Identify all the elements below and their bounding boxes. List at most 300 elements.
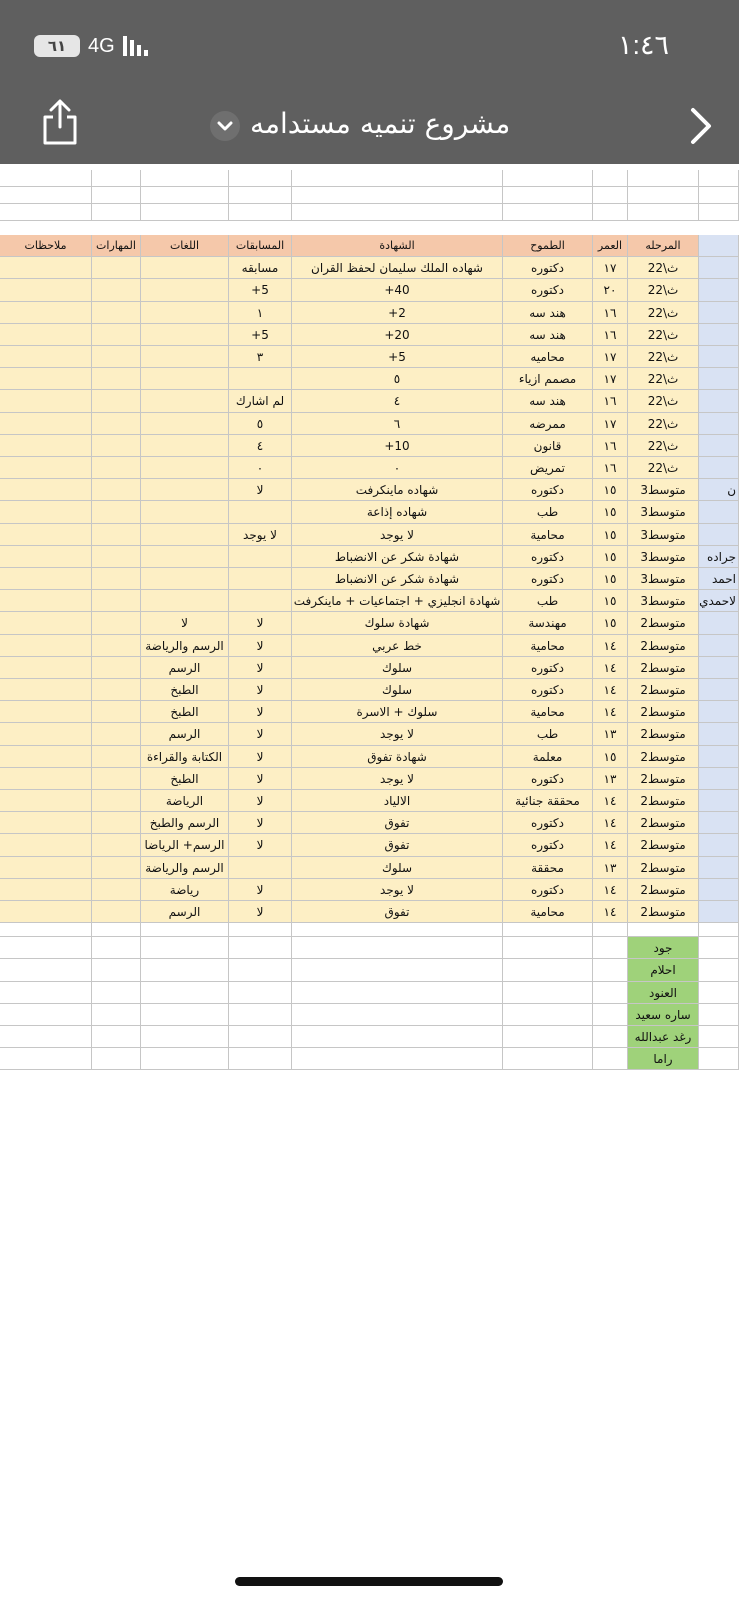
table-cell[interactable]: 5+ [229, 279, 292, 301]
table-cell[interactable]: متوسط2 [628, 790, 699, 812]
table-cell[interactable] [229, 590, 292, 612]
title-menu-button[interactable] [210, 111, 240, 141]
name-cell[interactable] [699, 279, 739, 301]
table-cell[interactable]: 5+ [292, 346, 503, 368]
table-cell[interactable] [0, 302, 92, 324]
table-cell[interactable] [92, 723, 141, 745]
table-cell[interactable]: ممرضه [503, 413, 593, 435]
table-cell[interactable]: لا [229, 746, 292, 768]
table-cell[interactable] [141, 590, 229, 612]
table-cell[interactable]: ١٤ [593, 635, 628, 657]
table-cell[interactable] [0, 524, 92, 546]
empty-cell[interactable] [628, 923, 699, 937]
table-cell[interactable]: ٥ [229, 413, 292, 435]
column-header[interactable]: المرحله [628, 235, 699, 257]
column-header[interactable]: الشهادة [292, 235, 503, 257]
empty-cell[interactable] [503, 1048, 593, 1070]
empty-cell[interactable] [699, 982, 739, 1004]
table-cell[interactable]: ١٧ [593, 346, 628, 368]
table-cell[interactable]: متوسط3 [628, 524, 699, 546]
empty-cell[interactable] [292, 1048, 503, 1070]
table-cell[interactable] [92, 479, 141, 501]
table-cell[interactable] [92, 834, 141, 856]
table-cell[interactable]: ١ [229, 302, 292, 324]
table-cell[interactable] [141, 568, 229, 590]
table-cell[interactable]: ١٥ [593, 479, 628, 501]
name-cell[interactable] [699, 901, 739, 923]
table-cell[interactable]: لا يوجد [292, 524, 503, 546]
empty-cell[interactable] [0, 937, 92, 959]
table-cell[interactable] [141, 279, 229, 301]
name-cell[interactable] [699, 879, 739, 901]
table-cell[interactable]: شهادة شكر عن الانضباط [292, 568, 503, 590]
table-cell[interactable] [141, 390, 229, 412]
table-cell[interactable]: ث\22 [628, 302, 699, 324]
name-cell[interactable] [699, 324, 739, 346]
table-cell[interactable]: ٦ [292, 413, 503, 435]
empty-cell[interactable] [503, 937, 593, 959]
empty-cell[interactable] [503, 1026, 593, 1048]
empty-cell[interactable] [141, 1004, 229, 1026]
table-cell[interactable] [92, 901, 141, 923]
empty-cell[interactable] [141, 187, 229, 204]
table-cell[interactable]: الرسم [141, 901, 229, 923]
share-icon[interactable] [40, 99, 80, 145]
empty-cell[interactable] [229, 982, 292, 1004]
empty-cell[interactable] [593, 923, 628, 937]
table-cell[interactable] [92, 501, 141, 523]
table-cell[interactable]: ٤ [292, 390, 503, 412]
table-cell[interactable] [92, 568, 141, 590]
name-cell[interactable] [699, 746, 739, 768]
table-cell[interactable]: سلوك [292, 857, 503, 879]
name-cell[interactable] [699, 524, 739, 546]
table-cell[interactable] [92, 413, 141, 435]
table-cell[interactable]: ث\22 [628, 279, 699, 301]
table-cell[interactable] [0, 612, 92, 634]
empty-cell[interactable] [699, 204, 739, 221]
empty-cell[interactable] [141, 170, 229, 187]
table-cell[interactable]: لا [229, 723, 292, 745]
name-cell[interactable]: ن [699, 479, 739, 501]
chevron-right-icon[interactable] [689, 106, 713, 146]
table-cell[interactable]: دكتوره [503, 279, 593, 301]
table-cell[interactable]: لا [229, 901, 292, 923]
name-cell[interactable] [699, 857, 739, 879]
table-cell[interactable] [141, 257, 229, 279]
table-cell[interactable]: متوسط2 [628, 834, 699, 856]
name-cell[interactable]: جود [628, 937, 699, 959]
table-cell[interactable] [229, 546, 292, 568]
name-cell[interactable] [699, 457, 739, 479]
table-cell[interactable]: دكتوره [503, 812, 593, 834]
table-cell[interactable]: ١٦ [593, 390, 628, 412]
empty-cell[interactable] [229, 1004, 292, 1026]
table-cell[interactable] [92, 524, 141, 546]
table-cell[interactable]: ٤ [229, 435, 292, 457]
table-cell[interactable]: ث\22 [628, 435, 699, 457]
table-cell[interactable]: محامية [503, 701, 593, 723]
empty-cell[interactable] [141, 923, 229, 937]
table-cell[interactable]: شهادة تفوق [292, 746, 503, 768]
table-cell[interactable] [92, 590, 141, 612]
table-cell[interactable]: دكتوره [503, 679, 593, 701]
name-cell[interactable] [699, 257, 739, 279]
name-cell[interactable] [699, 635, 739, 657]
empty-cell[interactable] [92, 1026, 141, 1048]
name-cell[interactable] [699, 701, 739, 723]
table-cell[interactable]: مصمم ازياء [503, 368, 593, 390]
table-cell[interactable]: دكتوره [503, 657, 593, 679]
name-cell[interactable] [699, 812, 739, 834]
table-cell[interactable] [92, 679, 141, 701]
table-cell[interactable] [0, 701, 92, 723]
table-cell[interactable]: لا [229, 768, 292, 790]
name-cell[interactable] [699, 368, 739, 390]
empty-cell[interactable] [628, 187, 699, 204]
table-cell[interactable] [141, 546, 229, 568]
table-cell[interactable] [141, 302, 229, 324]
spreadsheet-grid[interactable] [0, 164, 739, 1084]
column-header[interactable]: المسابقات [229, 235, 292, 257]
empty-cell[interactable] [292, 1004, 503, 1026]
table-cell[interactable]: ١٣ [593, 768, 628, 790]
name-cell[interactable]: راما [628, 1048, 699, 1070]
table-cell[interactable] [92, 279, 141, 301]
name-cell[interactable]: احمد [699, 568, 739, 590]
empty-cell[interactable] [0, 959, 92, 981]
table-cell[interactable] [0, 901, 92, 923]
table-cell[interactable]: متوسط2 [628, 768, 699, 790]
table-cell[interactable]: متوسط2 [628, 879, 699, 901]
empty-cell[interactable] [699, 170, 739, 187]
table-cell[interactable]: شهاده إذاعة [292, 501, 503, 523]
table-cell[interactable]: شهادة انجليزي + اجتماعيات + ماينكرفت [292, 590, 503, 612]
table-cell[interactable] [92, 635, 141, 657]
empty-cell[interactable] [141, 959, 229, 981]
table-cell[interactable] [92, 302, 141, 324]
empty-cell[interactable] [92, 982, 141, 1004]
table-cell[interactable]: ث\22 [628, 346, 699, 368]
empty-cell[interactable] [229, 959, 292, 981]
name-cell[interactable] [699, 790, 739, 812]
table-cell[interactable]: ١٦ [593, 324, 628, 346]
table-cell[interactable]: الالياد [292, 790, 503, 812]
empty-cell[interactable] [593, 204, 628, 221]
name-cell[interactable] [699, 657, 739, 679]
table-cell[interactable]: ث\22 [628, 257, 699, 279]
table-cell[interactable]: ١٥ [593, 501, 628, 523]
table-cell[interactable]: ١٥ [593, 524, 628, 546]
table-cell[interactable]: طب [503, 723, 593, 745]
table-cell[interactable]: متوسط3 [628, 501, 699, 523]
table-cell[interactable] [92, 701, 141, 723]
table-cell[interactable]: ١٤ [593, 657, 628, 679]
table-cell[interactable]: شهاده ماينكرفت [292, 479, 503, 501]
empty-cell[interactable] [229, 937, 292, 959]
table-cell[interactable]: تفوق [292, 901, 503, 923]
empty-cell[interactable] [593, 187, 628, 204]
name-cell[interactable] [699, 435, 739, 457]
empty-cell[interactable] [593, 959, 628, 981]
empty-cell[interactable] [92, 937, 141, 959]
empty-cell[interactable] [141, 1048, 229, 1070]
table-cell[interactable] [92, 368, 141, 390]
empty-cell[interactable] [0, 204, 92, 221]
table-cell[interactable] [0, 834, 92, 856]
table-cell[interactable]: ٠ [229, 457, 292, 479]
table-cell[interactable] [0, 768, 92, 790]
empty-cell[interactable] [0, 187, 92, 204]
empty-cell[interactable] [292, 937, 503, 959]
table-cell[interactable]: شهادة شكر عن الانضباط [292, 546, 503, 568]
table-cell[interactable]: شهاده الملك سليمان لحفظ القران [292, 257, 503, 279]
table-cell[interactable]: متوسط2 [628, 612, 699, 634]
table-cell[interactable]: ١٦ [593, 435, 628, 457]
table-cell[interactable]: ٢٠ [593, 279, 628, 301]
table-cell[interactable] [92, 324, 141, 346]
table-cell[interactable]: متوسط2 [628, 657, 699, 679]
table-cell[interactable] [0, 812, 92, 834]
table-cell[interactable]: ١٥ [593, 568, 628, 590]
column-header[interactable]: ملاحظات [0, 235, 92, 257]
empty-cell[interactable] [292, 204, 503, 221]
empty-cell[interactable] [699, 937, 739, 959]
table-cell[interactable]: دكتوره [503, 768, 593, 790]
table-cell[interactable] [92, 857, 141, 879]
table-cell[interactable]: تمريض [503, 457, 593, 479]
table-cell[interactable] [0, 390, 92, 412]
empty-cell[interactable] [229, 923, 292, 937]
table-cell[interactable]: الرسم [141, 723, 229, 745]
table-cell[interactable]: ١٥ [593, 612, 628, 634]
table-cell[interactable] [141, 413, 229, 435]
table-cell[interactable] [92, 812, 141, 834]
empty-cell[interactable] [0, 982, 92, 1004]
table-cell[interactable] [141, 479, 229, 501]
empty-cell[interactable] [699, 1004, 739, 1026]
table-cell[interactable]: دكتوره [503, 546, 593, 568]
empty-cell[interactable] [699, 187, 739, 204]
table-cell[interactable] [0, 457, 92, 479]
table-cell[interactable]: ٠ [292, 457, 503, 479]
table-cell[interactable]: لا [229, 612, 292, 634]
name-cell[interactable]: رغد عبدالله [628, 1026, 699, 1048]
empty-cell[interactable] [141, 1026, 229, 1048]
table-cell[interactable] [0, 346, 92, 368]
table-cell[interactable]: متوسط3 [628, 546, 699, 568]
table-cell[interactable]: دكتوره [503, 834, 593, 856]
empty-cell[interactable] [593, 982, 628, 1004]
table-cell[interactable]: ١٤ [593, 901, 628, 923]
empty-cell[interactable] [92, 204, 141, 221]
table-cell[interactable]: مهندسة [503, 612, 593, 634]
table-cell[interactable]: لا [229, 879, 292, 901]
name-cell[interactable]: احلام [628, 959, 699, 981]
empty-cell[interactable] [593, 170, 628, 187]
table-cell[interactable] [92, 435, 141, 457]
home-indicator[interactable] [235, 1577, 503, 1586]
empty-cell[interactable] [593, 937, 628, 959]
empty-cell[interactable] [699, 923, 739, 937]
table-cell[interactable] [0, 657, 92, 679]
name-cell[interactable]: جراده [699, 546, 739, 568]
table-cell[interactable]: ١٥ [593, 746, 628, 768]
name-cell[interactable] [699, 302, 739, 324]
empty-cell[interactable] [699, 1048, 739, 1070]
table-cell[interactable] [141, 524, 229, 546]
table-cell[interactable]: ١٣ [593, 723, 628, 745]
table-cell[interactable]: ١٧ [593, 257, 628, 279]
table-cell[interactable] [0, 257, 92, 279]
table-cell[interactable]: لا يوجد [292, 768, 503, 790]
name-cell[interactable] [699, 612, 739, 634]
table-cell[interactable] [0, 568, 92, 590]
table-cell[interactable] [141, 368, 229, 390]
table-cell[interactable]: الرسم والرياضة [141, 635, 229, 657]
table-cell[interactable] [141, 435, 229, 457]
table-cell[interactable]: الرسم+ الرياضا [141, 834, 229, 856]
empty-cell[interactable] [0, 923, 92, 937]
table-cell[interactable]: 40+ [292, 279, 503, 301]
empty-cell[interactable] [503, 204, 593, 221]
table-cell[interactable]: ١٦ [593, 302, 628, 324]
empty-cell[interactable] [628, 170, 699, 187]
empty-cell[interactable] [593, 1026, 628, 1048]
table-cell[interactable] [92, 346, 141, 368]
name-cell[interactable]: العنود [628, 982, 699, 1004]
table-cell[interactable]: ١٤ [593, 834, 628, 856]
table-cell[interactable] [92, 390, 141, 412]
table-cell[interactable]: لا يوجد [229, 524, 292, 546]
empty-cell[interactable] [699, 959, 739, 981]
table-cell[interactable] [141, 501, 229, 523]
table-cell[interactable]: متوسط2 [628, 679, 699, 701]
table-cell[interactable] [0, 857, 92, 879]
table-cell[interactable]: هند سه [503, 302, 593, 324]
empty-cell[interactable] [292, 187, 503, 204]
table-cell[interactable]: متوسط2 [628, 723, 699, 745]
table-cell[interactable]: ١٤ [593, 879, 628, 901]
column-header[interactable]: العمر [593, 235, 628, 257]
table-cell[interactable]: قانون [503, 435, 593, 457]
table-cell[interactable] [0, 746, 92, 768]
empty-cell[interactable] [0, 170, 92, 187]
table-cell[interactable] [0, 879, 92, 901]
empty-cell[interactable] [0, 1026, 92, 1048]
empty-cell[interactable] [292, 923, 503, 937]
table-cell[interactable]: ث\22 [628, 368, 699, 390]
empty-cell[interactable] [0, 1004, 92, 1026]
table-cell[interactable]: ث\22 [628, 457, 699, 479]
empty-cell[interactable] [92, 959, 141, 981]
table-cell[interactable]: سلوك [292, 679, 503, 701]
table-cell[interactable]: الطبخ [141, 768, 229, 790]
table-cell[interactable]: ث\22 [628, 390, 699, 412]
table-cell[interactable] [0, 723, 92, 745]
column-header[interactable]: المهارات [92, 235, 141, 257]
name-cell[interactable] [699, 413, 739, 435]
table-cell[interactable]: دكتوره [503, 479, 593, 501]
table-cell[interactable]: ١٥ [593, 590, 628, 612]
table-cell[interactable] [92, 657, 141, 679]
table-cell[interactable] [92, 457, 141, 479]
table-cell[interactable] [229, 501, 292, 523]
empty-cell[interactable] [229, 204, 292, 221]
table-cell[interactable]: شهادة سلوك [292, 612, 503, 634]
table-cell[interactable]: لا [141, 612, 229, 634]
empty-cell[interactable] [92, 170, 141, 187]
table-cell[interactable] [0, 279, 92, 301]
name-cell[interactable]: لاحمدي [699, 590, 739, 612]
table-cell[interactable]: محامية [503, 635, 593, 657]
table-cell[interactable]: الرياضة [141, 790, 229, 812]
table-cell[interactable]: الرسم والرياضة [141, 857, 229, 879]
table-cell[interactable]: لا يوجد [292, 723, 503, 745]
table-cell[interactable] [0, 368, 92, 390]
empty-cell[interactable] [292, 170, 503, 187]
empty-cell[interactable] [699, 1026, 739, 1048]
table-cell[interactable]: طب [503, 501, 593, 523]
table-cell[interactable] [0, 479, 92, 501]
empty-cell[interactable] [229, 170, 292, 187]
empty-cell[interactable] [628, 204, 699, 221]
table-cell[interactable]: لا [229, 657, 292, 679]
table-cell[interactable]: هند سه [503, 324, 593, 346]
table-cell[interactable]: لم اشارك [229, 390, 292, 412]
empty-cell[interactable] [503, 1004, 593, 1026]
empty-cell[interactable] [292, 1026, 503, 1048]
table-cell[interactable]: الرسم [141, 657, 229, 679]
table-cell[interactable]: لا [229, 479, 292, 501]
empty-cell[interactable] [593, 1048, 628, 1070]
table-cell[interactable]: متوسط2 [628, 812, 699, 834]
table-cell[interactable] [0, 635, 92, 657]
table-cell[interactable] [141, 346, 229, 368]
header-cell[interactable] [699, 235, 739, 257]
table-cell[interactable]: معلمة [503, 746, 593, 768]
table-cell[interactable] [0, 790, 92, 812]
table-cell[interactable]: تفوق [292, 812, 503, 834]
empty-cell[interactable] [141, 982, 229, 1004]
empty-cell[interactable] [141, 937, 229, 959]
table-cell[interactable]: دكتوره [503, 257, 593, 279]
empty-cell[interactable] [141, 204, 229, 221]
table-cell[interactable]: رياضة [141, 879, 229, 901]
table-cell[interactable]: ١٧ [593, 413, 628, 435]
table-cell[interactable]: دكتوره [503, 879, 593, 901]
table-cell[interactable] [0, 590, 92, 612]
table-cell[interactable]: متوسط2 [628, 857, 699, 879]
table-cell[interactable] [92, 257, 141, 279]
table-cell[interactable]: دكتوره [503, 568, 593, 590]
table-cell[interactable] [0, 324, 92, 346]
empty-cell[interactable] [292, 959, 503, 981]
table-cell[interactable]: الكتابة والقراءة [141, 746, 229, 768]
table-cell[interactable]: لا [229, 790, 292, 812]
empty-cell[interactable] [503, 959, 593, 981]
table-cell[interactable]: ١٥ [593, 546, 628, 568]
empty-cell[interactable] [92, 187, 141, 204]
table-cell[interactable]: لا [229, 701, 292, 723]
table-cell[interactable] [92, 790, 141, 812]
table-cell[interactable]: لا [229, 834, 292, 856]
empty-cell[interactable] [503, 923, 593, 937]
table-cell[interactable] [229, 568, 292, 590]
table-cell[interactable]: الرسم والطبخ [141, 812, 229, 834]
table-cell[interactable]: الطبخ [141, 679, 229, 701]
document-title[interactable]: مشروع تنميه مستدامه [250, 107, 511, 140]
